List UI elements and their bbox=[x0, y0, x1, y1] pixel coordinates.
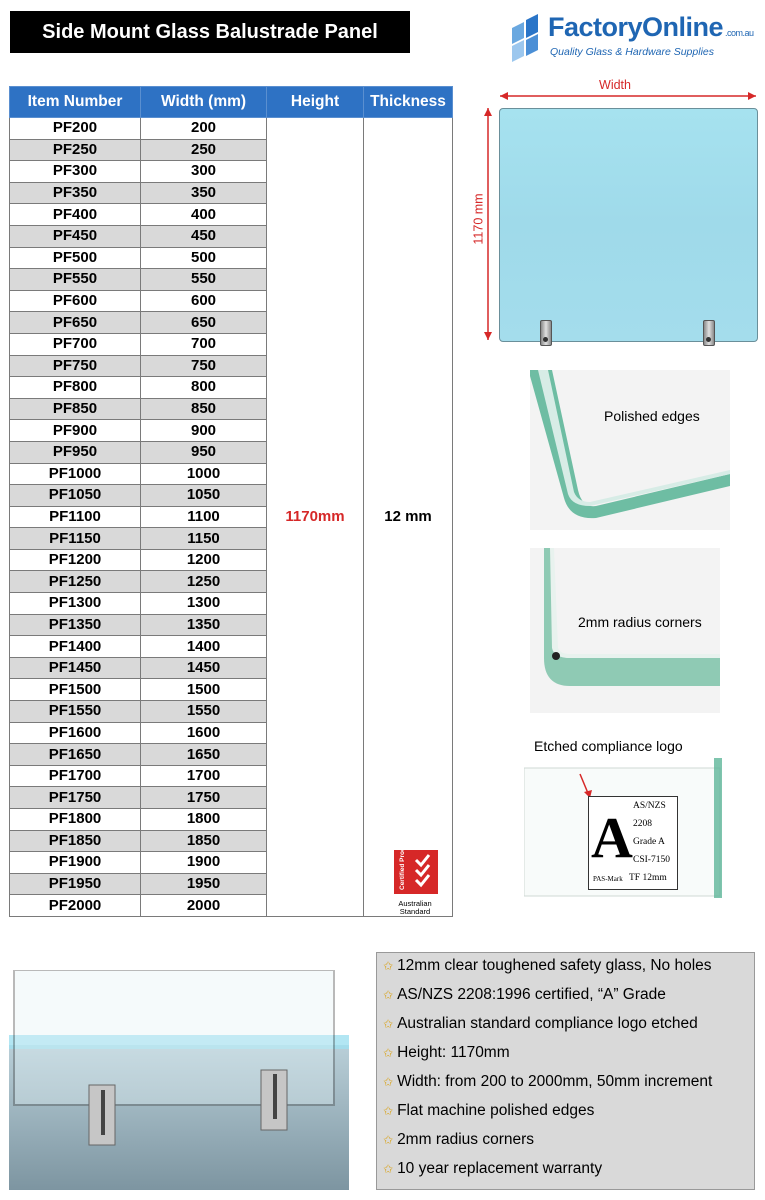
header-width: Width (mm) bbox=[141, 87, 267, 118]
width-cell: 1600 bbox=[141, 722, 267, 744]
logo-cube-icon bbox=[508, 14, 544, 62]
width-cell: 1900 bbox=[141, 852, 267, 874]
header-thickness: Thickness bbox=[364, 87, 453, 118]
star-icon: ✩ bbox=[383, 1075, 394, 1089]
feature-item bbox=[383, 1160, 602, 1178]
panel-diagram bbox=[470, 78, 760, 358]
width-cell: 1950 bbox=[141, 873, 267, 895]
item-number-cell: PF1350 bbox=[10, 614, 141, 636]
feature-item bbox=[383, 957, 712, 975]
item-number-cell: PF1000 bbox=[10, 463, 141, 485]
item-number-cell: PF1450 bbox=[10, 657, 141, 679]
item-number-cell: PF600 bbox=[10, 290, 141, 312]
brand-logo bbox=[508, 10, 758, 62]
item-number-cell: PF500 bbox=[10, 247, 141, 269]
width-cell: 750 bbox=[141, 355, 267, 377]
item-number-cell: PF1500 bbox=[10, 679, 141, 701]
stamp-line: 2208 bbox=[633, 819, 652, 829]
width-cell: 1350 bbox=[141, 614, 267, 636]
item-number-cell: PF1850 bbox=[10, 830, 141, 852]
edges-caption: Polished edges bbox=[604, 408, 700, 424]
width-cell: 500 bbox=[141, 247, 267, 269]
feature-text: Width: from 200 to 2000mm, 50mm increment bbox=[397, 1073, 713, 1090]
width-cell: 1000 bbox=[141, 463, 267, 485]
width-cell: 1500 bbox=[141, 679, 267, 701]
height-label: 1170 mm bbox=[471, 193, 486, 245]
glass-corner-image bbox=[530, 548, 720, 713]
table-row bbox=[10, 118, 453, 140]
width-cell: 650 bbox=[141, 312, 267, 334]
width-cell: 1800 bbox=[141, 809, 267, 831]
glass-edge-image bbox=[530, 370, 730, 530]
clamp-left bbox=[540, 320, 552, 346]
corners-caption: 2mm radius corners bbox=[578, 614, 702, 630]
feature-text: Flat machine polished edges bbox=[397, 1102, 595, 1119]
stamp-line: CSI-7150 bbox=[633, 855, 670, 865]
feature-list bbox=[376, 952, 755, 1190]
item-number-cell: PF450 bbox=[10, 225, 141, 247]
feature-text: 12mm clear toughened safety glass, No holes bbox=[397, 957, 712, 974]
width-cell: 250 bbox=[141, 139, 267, 161]
height-cell bbox=[267, 118, 364, 917]
feature-item bbox=[383, 1015, 698, 1033]
brand-suffix: .com.au bbox=[725, 28, 754, 38]
product-table-container bbox=[9, 86, 453, 917]
star-icon: ✩ bbox=[383, 1133, 394, 1147]
star-icon: ✩ bbox=[383, 1046, 394, 1060]
star-icon: ✩ bbox=[383, 1162, 394, 1176]
width-cell: 400 bbox=[141, 204, 267, 226]
item-number-cell: PF900 bbox=[10, 420, 141, 442]
width-cell: 1150 bbox=[141, 528, 267, 550]
item-number-cell: PF1650 bbox=[10, 744, 141, 766]
width-cell: 600 bbox=[141, 290, 267, 312]
australian-standard-label: Australian Standard bbox=[398, 898, 432, 916]
stamp-line: Grade A bbox=[633, 837, 665, 847]
item-number-cell: PF200 bbox=[10, 118, 141, 140]
stamp-mark: PAS-Mark bbox=[593, 875, 623, 883]
item-number-cell: PF1050 bbox=[10, 485, 141, 507]
feature-text: Height: 1170mm bbox=[397, 1044, 510, 1061]
feature-text: AS/NZS 2208:1996 certified, “A” Grade bbox=[397, 986, 666, 1003]
width-cell: 1400 bbox=[141, 636, 267, 658]
compliance-stamp bbox=[588, 796, 678, 890]
item-number-cell: PF650 bbox=[10, 312, 141, 334]
polished-edges-photo bbox=[530, 370, 730, 530]
feature-text: 10 year replacement warranty bbox=[397, 1160, 603, 1177]
width-cell: 350 bbox=[141, 182, 267, 204]
width-cell: 1700 bbox=[141, 765, 267, 787]
star-icon: ✩ bbox=[383, 1017, 394, 1031]
feature-item bbox=[383, 1131, 534, 1149]
product-table bbox=[9, 86, 453, 917]
item-number-cell: PF1900 bbox=[10, 852, 141, 874]
header-height: Height bbox=[267, 87, 364, 118]
installed-panel-photo bbox=[9, 970, 349, 1190]
installed-panel-image bbox=[9, 970, 349, 1190]
item-number-cell: PF800 bbox=[10, 377, 141, 399]
feature-item bbox=[383, 1044, 510, 1062]
item-number-cell: PF350 bbox=[10, 182, 141, 204]
feature-text: Australian standard compliance logo etched bbox=[397, 1015, 698, 1032]
width-cell: 1850 bbox=[141, 830, 267, 852]
item-number-cell: PF300 bbox=[10, 161, 141, 183]
width-cell: 200 bbox=[141, 118, 267, 140]
width-cell: 1750 bbox=[141, 787, 267, 809]
stamp-line: TF 12mm bbox=[629, 873, 667, 883]
item-number-cell: PF850 bbox=[10, 398, 141, 420]
header-item-number: Item Number bbox=[10, 87, 141, 118]
stamp-letter: A bbox=[591, 805, 633, 870]
star-icon: ✩ bbox=[383, 988, 394, 1002]
width-cell: 1050 bbox=[141, 485, 267, 507]
feature-item bbox=[383, 986, 666, 1004]
width-cell: 1100 bbox=[141, 506, 267, 528]
item-number-cell: PF1800 bbox=[10, 809, 141, 831]
height-value: 1170mm bbox=[285, 507, 345, 525]
page-title: Side Mount Glass Balustrade Panel bbox=[10, 11, 410, 53]
item-number-cell: PF1250 bbox=[10, 571, 141, 593]
width-cell: 300 bbox=[141, 161, 267, 183]
feature-item bbox=[383, 1102, 594, 1120]
clamp-right bbox=[703, 320, 715, 346]
logo-caption-line1: Etched compliance logo bbox=[534, 738, 683, 754]
item-number-cell: PF750 bbox=[10, 355, 141, 377]
item-number-cell: PF1700 bbox=[10, 765, 141, 787]
compliance-logo-photo bbox=[524, 758, 724, 906]
width-cell: 1450 bbox=[141, 657, 267, 679]
width-cell: 2000 bbox=[141, 895, 267, 917]
certified-product-icon bbox=[390, 846, 440, 894]
brand-tagline: Quality Glass & Hardware Supplies bbox=[550, 46, 714, 58]
item-number-cell: PF700 bbox=[10, 333, 141, 355]
brand-name: FactoryOnline bbox=[548, 12, 724, 42]
item-number-cell: PF1150 bbox=[10, 528, 141, 550]
width-cell: 1550 bbox=[141, 701, 267, 723]
width-cell: 1300 bbox=[141, 593, 267, 615]
item-number-cell: PF1200 bbox=[10, 549, 141, 571]
feature-text: 2mm radius corners bbox=[397, 1131, 535, 1148]
item-number-cell: PF550 bbox=[10, 269, 141, 291]
width-cell: 950 bbox=[141, 441, 267, 463]
star-icon: ✩ bbox=[383, 959, 394, 973]
item-number-cell: PF1400 bbox=[10, 636, 141, 658]
width-cell: 1650 bbox=[141, 744, 267, 766]
width-cell: 1200 bbox=[141, 549, 267, 571]
star-icon: ✩ bbox=[383, 1104, 394, 1118]
item-number-cell: PF1600 bbox=[10, 722, 141, 744]
thickness-cell bbox=[364, 118, 453, 917]
item-number-cell: PF1550 bbox=[10, 701, 141, 723]
glass-panel bbox=[499, 108, 758, 342]
item-number-cell: PF1100 bbox=[10, 506, 141, 528]
width-cell: 1250 bbox=[141, 571, 267, 593]
width-cell: 900 bbox=[141, 420, 267, 442]
width-cell: 550 bbox=[141, 269, 267, 291]
item-number-cell: PF2000 bbox=[10, 895, 141, 917]
certified-product-text: Certified Product bbox=[399, 845, 406, 890]
thickness-value: 12 mm bbox=[384, 507, 432, 525]
item-number-cell: PF400 bbox=[10, 204, 141, 226]
stamp-line: AS/NZS bbox=[633, 801, 666, 811]
radius-corners-photo bbox=[530, 548, 720, 713]
width-cell: 450 bbox=[141, 225, 267, 247]
width-cell: 800 bbox=[141, 377, 267, 399]
width-label: Width bbox=[599, 78, 631, 92]
item-number-cell: PF1300 bbox=[10, 593, 141, 615]
item-number-cell: PF1750 bbox=[10, 787, 141, 809]
width-cell: 700 bbox=[141, 333, 267, 355]
width-cell: 850 bbox=[141, 398, 267, 420]
item-number-cell: PF950 bbox=[10, 441, 141, 463]
certification-badge bbox=[390, 846, 440, 916]
item-number-cell: PF250 bbox=[10, 139, 141, 161]
feature-item bbox=[383, 1073, 712, 1091]
item-number-cell: PF1950 bbox=[10, 873, 141, 895]
